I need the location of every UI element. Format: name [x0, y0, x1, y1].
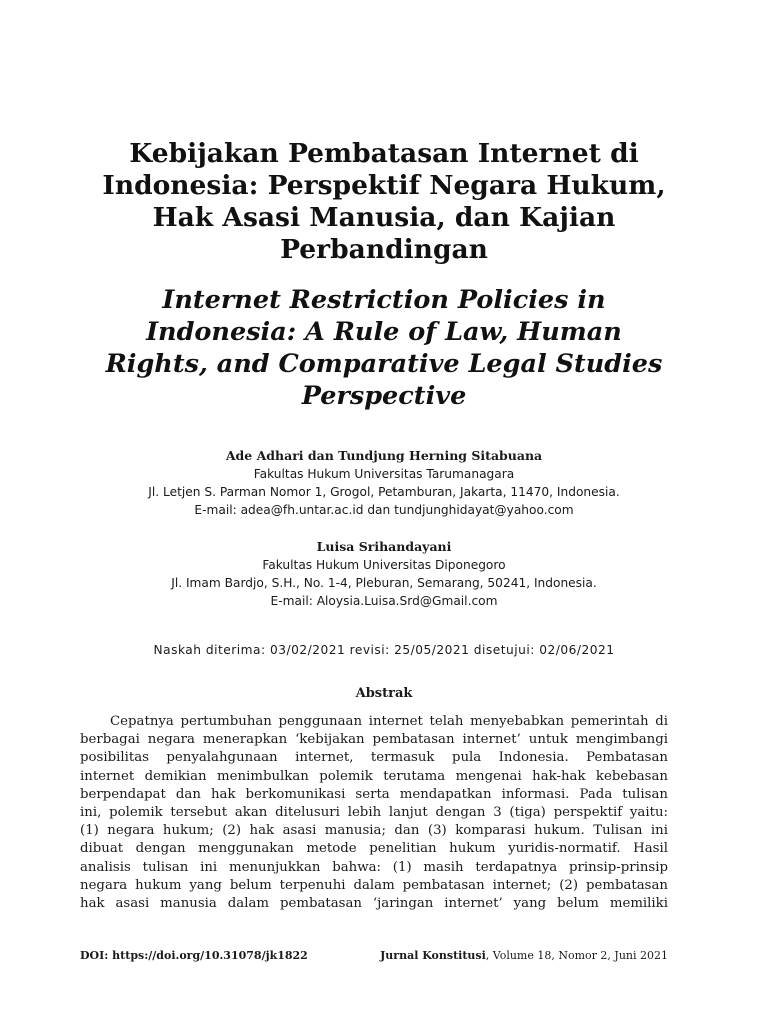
abstract-line: negara hukum yang belum terpenuhi dalam pembatasan internet; (2) pembatasan — [80, 877, 668, 893]
abstract-line: berpendapat dan hak berkomunikasi serta mendapatkan informasi. Pada tulisan — [80, 786, 668, 802]
title-en-line: Internet Restriction Policies in — [162, 285, 606, 315]
author-names: Luisa Srihandayani — [316, 539, 452, 554]
journal-citation — [380, 949, 668, 962]
affiliation-block — [60, 538, 708, 610]
abstract-line: (1) negara hukum; (2) hak asasi manusia; dan (3) komparasi hukum. Tulisan ini — [80, 823, 668, 839]
address: Jl. Letjen S. Parman Nomor 1, Grogol, Petamburan, Jakarta, 11470, Indonesia. — [148, 485, 620, 499]
submission-dates: Naskah diterima: 03/02/2021 revisi: 25/05/2021 disetujui: 02/06/2021 — [153, 643, 615, 657]
abstract-line: Cepatnya pertumbuhan penggunaan internet telah menyebabkan pemerintah di — [110, 714, 668, 729]
title-id-line: Hak Asasi Manusia, dan Kajian — [152, 202, 616, 233]
title-en-line: Rights, and Comparative Legal Studies — [105, 349, 663, 379]
affiliation-block — [60, 447, 708, 519]
abstract-line: hak asasi manusia dalam pembatasan ‘jaringan internet’ yang belum memiliki — [80, 896, 668, 912]
abstract-heading: Abstrak — [355, 686, 413, 701]
abstract-line: internet demikian menimbulkan polemik terutama mengenai hak-hak kebebasan — [80, 768, 668, 784]
address: Jl. Imam Bardjo, S.H., No. 1-4, Pleburan, Semarang, 50241, Indonesia. — [171, 576, 597, 590]
title-id-line: Kebijakan Pembatasan Internet di — [129, 138, 639, 169]
abstract-body — [80, 713, 668, 913]
title-indonesian — [60, 138, 708, 266]
page-footer — [80, 949, 668, 967]
title-id-line: Perbandingan — [280, 234, 488, 265]
abstract-line: analisis tulisan ini menunjukkan bahwa: (1) masih terdapatnya prinsip-prinsip — [80, 859, 668, 875]
title-id-line: Indonesia: Perspektif Negara Hukum, — [102, 170, 666, 201]
institution: Fakultas Hukum Universitas Tarumanagara — [253, 467, 515, 481]
doi-link[interactable]: DOI: https://doi.org/10.31078/jk1822 — [80, 949, 308, 962]
abstract-line: dibuat dengan menggunakan metode penelitian hukum yuridis-normatif. Hasil — [80, 841, 668, 857]
title-english — [60, 284, 708, 412]
abstract-line: ini, polemik tersebut akan ditelusuri lebih lanjut dengan 3 (tiga) perspektif yaitu: — [80, 805, 668, 821]
journal-volume: , Volume 18, Nomor 2, Juni 2021 — [485, 949, 668, 962]
abstract-line: posibilitas penyalahgunaan internet, termasuk pula Indonesia. Pembatasan — [80, 750, 668, 766]
email: E-mail: Aloysia.Luisa.Srd@Gmail.com — [270, 594, 498, 608]
journal-name: Jurnal Konstitusi — [380, 949, 486, 962]
abstract-line: berbagai negara menerapkan ‘kebijakan pembatasan internet’ untuk mengimbangi — [80, 732, 668, 748]
title-en-line: Perspective — [301, 381, 467, 411]
institution: Fakultas Hukum Universitas Diponegoro — [262, 558, 506, 572]
email: E-mail: adea@fh.untar.ac.id dan tundjunghidayat@yahoo.com — [194, 503, 574, 517]
title-en-line: Indonesia: A Rule of Law, Human — [146, 317, 622, 347]
author-names: Ade Adhari dan Tundjung Herning Sitabuana — [225, 448, 543, 463]
